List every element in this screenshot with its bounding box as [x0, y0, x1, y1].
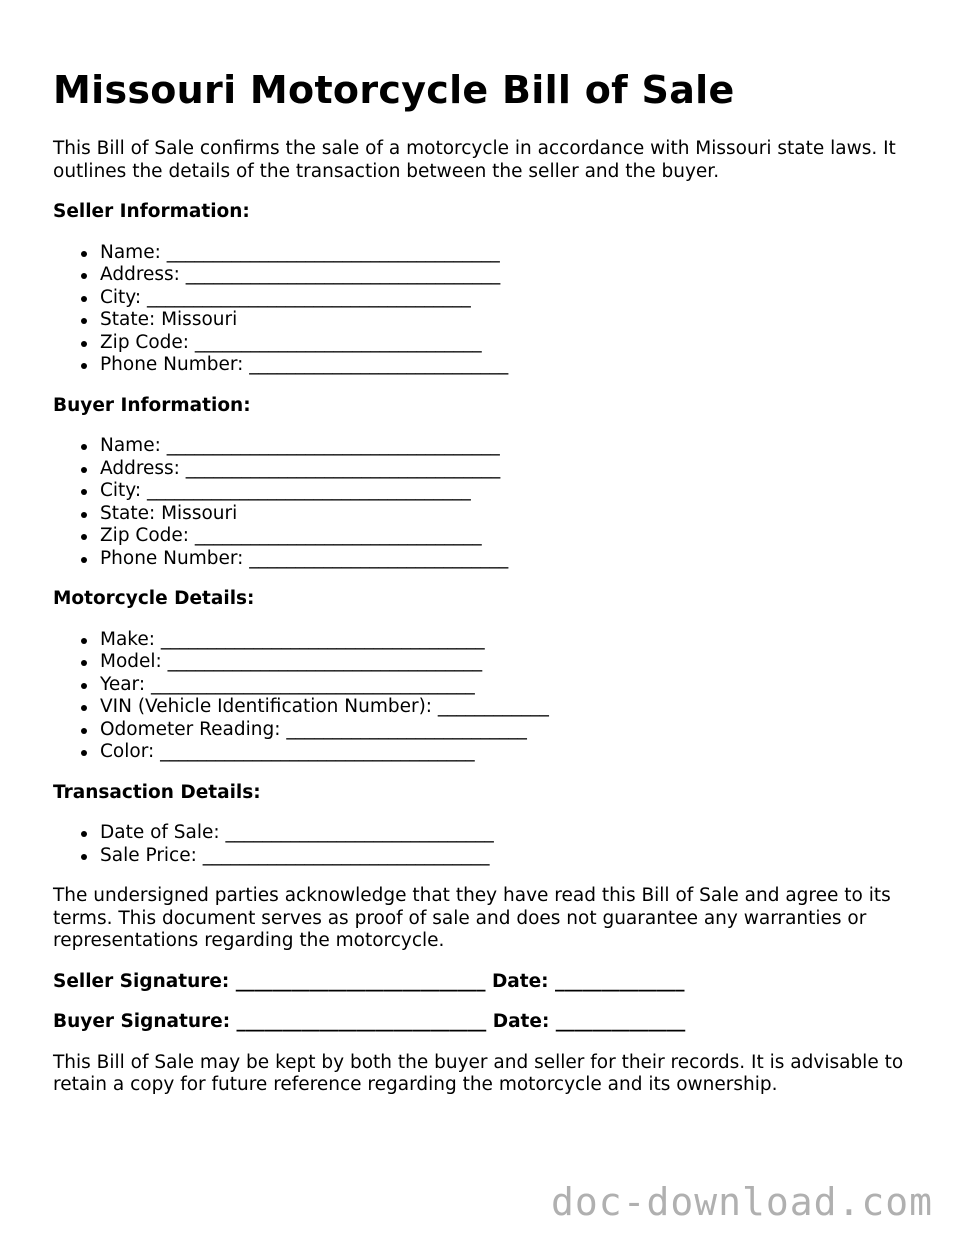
motorcycle-odometer-item: Odometer Reading: __________________________: [100, 719, 923, 742]
seller-name-item: Name: ____________________________________: [100, 242, 923, 265]
buyer-heading: Buyer Information:: [53, 394, 251, 416]
motorcycle-heading: Motorcycle Details:: [53, 588, 255, 609]
motorcycle-vin-item: VIN (Vehicle Identification Number): ____________: [100, 696, 923, 719]
motorcycle-color-item: Color: __________________________________: [100, 741, 923, 764]
seller-list: [53, 242, 923, 377]
buyer-city-item: City: ___________________________________: [100, 480, 923, 503]
seller-signature-line: Seller Signature: ___________________________ Date: ______________: [53, 970, 685, 992]
transaction-price-item: Sale Price: _______________________________: [100, 845, 923, 868]
buyer-state-item: State: Missouri: [100, 503, 923, 526]
seller-phone-item: Phone Number: ____________________________: [100, 354, 923, 377]
seller-state-item: State: Missouri: [100, 309, 923, 332]
intro-paragraph: This Bill of Sale confirms the sale of a motorcycle in accordance with Missouri state laws. It outlines the details of the transaction between the seller and the buyer.: [53, 138, 896, 182]
seller-heading: Seller Information:: [53, 201, 250, 222]
buyer-list: [53, 435, 923, 570]
acknowledgment-paragraph: The undersigned parties acknowledge that they have read this Bill of Sale and agree to its terms. This document serves as proof of sale and does not guarantee any warranties or representations regarding the motorcycle.: [53, 885, 891, 951]
seller-city-item: City: ___________________________________: [100, 287, 923, 310]
buyer-signature-line: Buyer Signature: ___________________________ Date: ______________: [53, 1011, 686, 1032]
transaction-heading: Transaction Details:: [53, 781, 261, 803]
seller-address-item: Address: __________________________________: [100, 264, 923, 287]
motorcycle-year-item: Year: ___________________________________: [100, 674, 923, 697]
transaction-date-item: Date of Sale: _____________________________: [100, 822, 923, 845]
motorcycle-make-item: Make: ___________________________________: [100, 629, 923, 652]
seller-zip-item: Zip Code: _______________________________: [100, 332, 923, 355]
buyer-name-item: Name: ____________________________________: [100, 435, 923, 458]
motorcycle-list: [53, 629, 923, 764]
buyer-phone-item: Phone Number: ____________________________: [100, 548, 923, 571]
motorcycle-model-item: Model: __________________________________: [100, 651, 923, 674]
document-page: [53, 66, 923, 1097]
document-title: Missouri Motorcycle Bill of Sale: [53, 68, 735, 112]
transaction-list: [53, 822, 923, 867]
closing-paragraph: This Bill of Sale may be kept by both the buyer and seller for their records. It is advisable to retain a copy for future reference regarding the motorcycle and its ownership.: [53, 1051, 904, 1095]
watermark: doc-download.com: [550, 1180, 933, 1224]
buyer-zip-item: Zip Code: _______________________________: [100, 525, 923, 548]
buyer-address-item: Address: __________________________________: [100, 458, 923, 481]
